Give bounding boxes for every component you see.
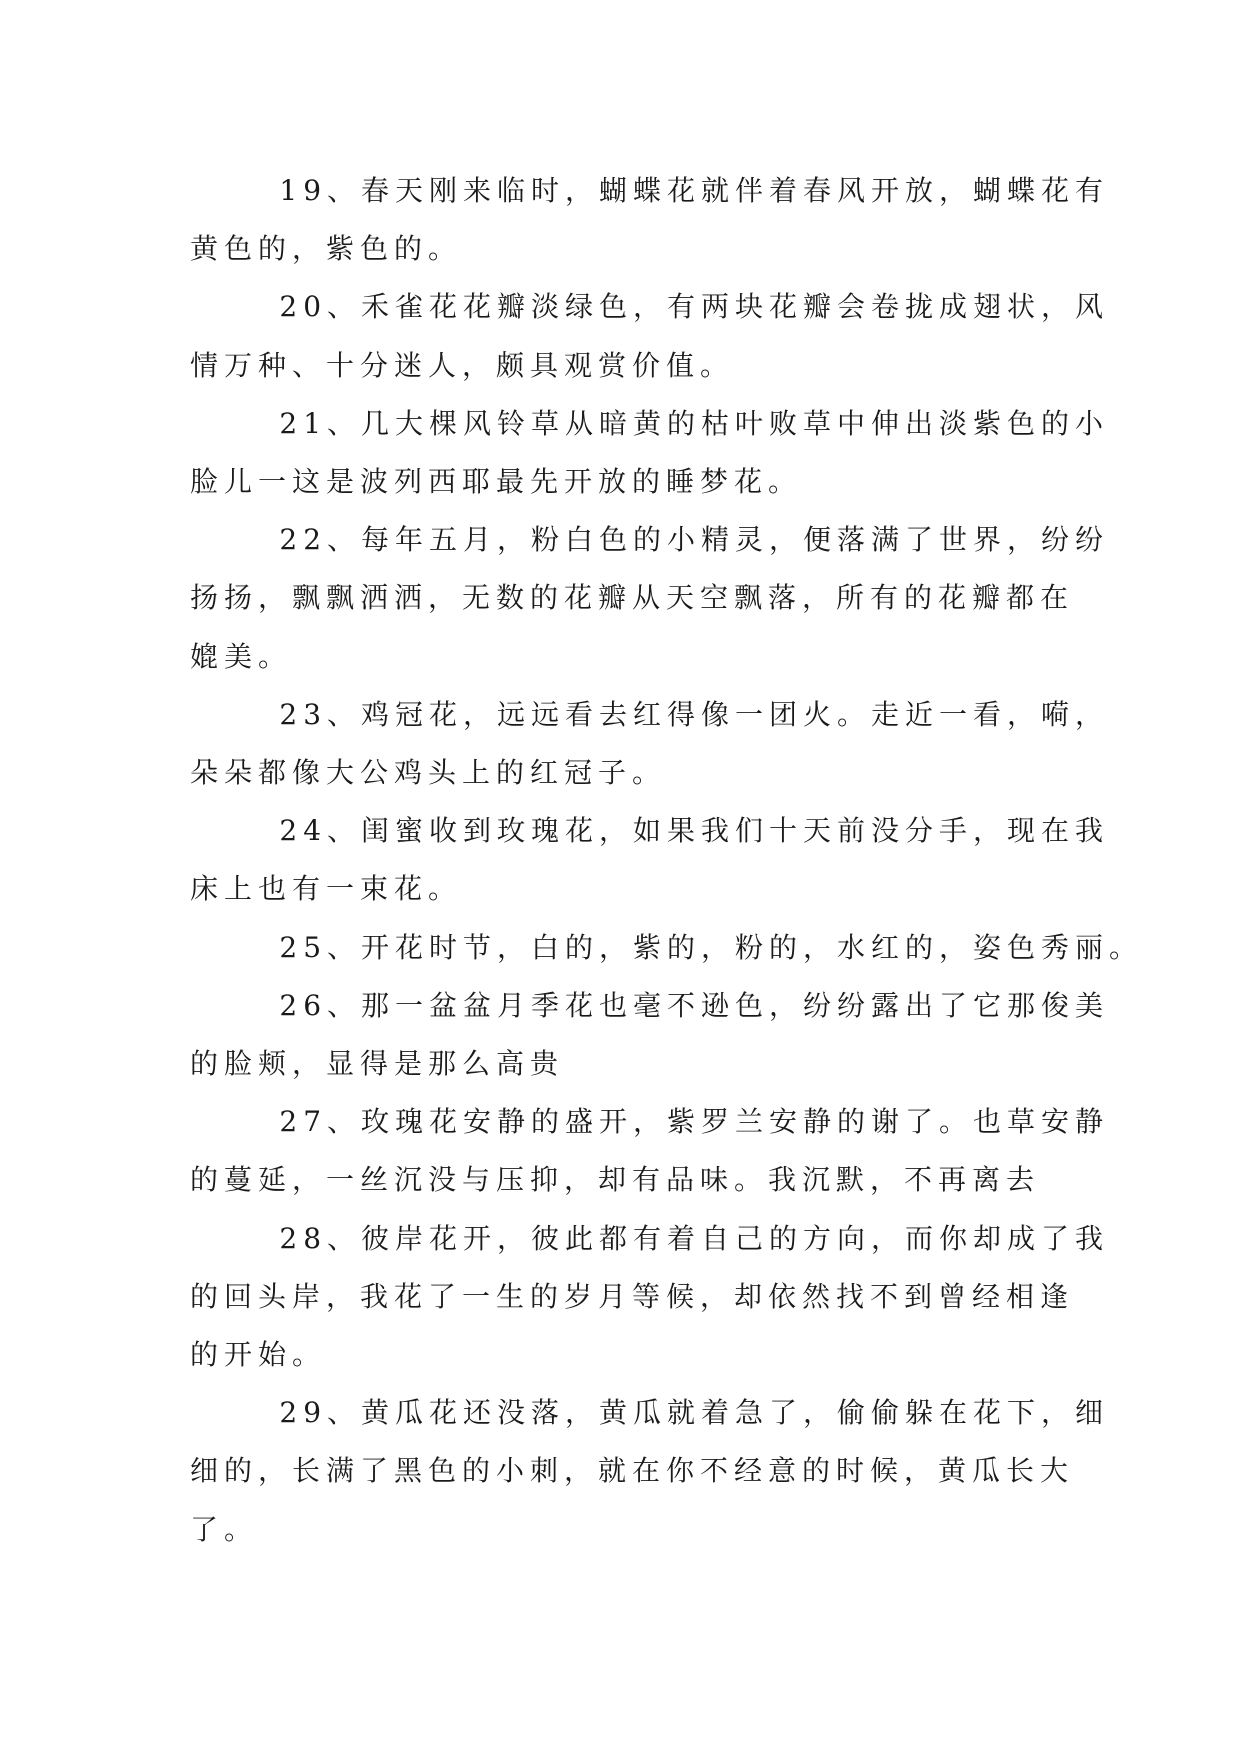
text-line: 媲美。 bbox=[190, 639, 293, 673]
text-line: 的蔓延，一丝沉没与压抑，却有品味。我沉默，不再离去 bbox=[190, 1163, 1041, 1197]
paragraph-25 bbox=[190, 919, 1144, 977]
text-line: 的回头岸，我花了一生的岁月等候，却依然找不到曾经相逢 bbox=[190, 1279, 1075, 1313]
document-body bbox=[190, 162, 1144, 1559]
text-line: 床上也有一束花。 bbox=[190, 872, 463, 906]
text-line: 朵朵都像大公鸡头上的红冠子。 bbox=[190, 756, 667, 790]
paragraph-27 bbox=[190, 1093, 1110, 1209]
text-line: 22、每年五月，粉白色的小精灵，便落满了世界，纷纷 bbox=[190, 523, 1110, 557]
text-line: 27、玫瑰花安静的盛开，紫罗兰安静的谢了。也草安静 bbox=[190, 1105, 1110, 1139]
text-line: 21、几大棵风铃草从暗黄的枯叶败草中伸出淡紫色的小 bbox=[190, 406, 1110, 440]
paragraph-26 bbox=[190, 977, 1110, 1093]
text-line: 黄色的，紫色的。 bbox=[190, 232, 463, 266]
text-line: 28、彼岸花开，彼此都有着自己的方向，而你却成了我 bbox=[190, 1221, 1110, 1255]
paragraph-29 bbox=[190, 1384, 1110, 1559]
paragraph-23 bbox=[190, 686, 1110, 802]
text-line: 的脸颊，显得是那么高贵 bbox=[190, 1047, 565, 1081]
text-line: 情万种、十分迷人，颇具观赏价值。 bbox=[190, 348, 735, 382]
text-line: 20、禾雀花花瓣淡绿色，有两块花瓣会卷拢成翅状，风 bbox=[190, 290, 1110, 324]
paragraph-28 bbox=[190, 1210, 1110, 1385]
text-line: 细的，长满了黑色的小刺，就在你不经意的时候，黄瓜长大 bbox=[190, 1454, 1075, 1488]
text-line: 26、那一盆盆月季花也毫不逊色，纷纷露出了它那俊美 bbox=[190, 988, 1110, 1022]
text-line: 29、黄瓜花还没落，黄瓜就着急了，偷偷躲在花下，细 bbox=[190, 1396, 1110, 1430]
text-line: 25、开花时节，白的，紫的，粉的，水红的，姿色秀丽。 bbox=[190, 930, 1144, 964]
text-line: 扬扬，飘飘洒洒，无数的花瓣从天空飘落，所有的花瓣都在 bbox=[190, 581, 1075, 615]
text-line: 24、闺蜜收到玫瑰花，如果我们十天前没分手，现在我 bbox=[190, 814, 1110, 848]
paragraph-21 bbox=[190, 395, 1110, 511]
paragraph-24 bbox=[190, 802, 1110, 918]
text-line: 脸儿一这是波列西耶最先开放的睡梦花。 bbox=[190, 465, 803, 499]
text-line: 的开始。 bbox=[190, 1338, 327, 1372]
paragraph-20 bbox=[190, 278, 1110, 394]
text-line: 了。 bbox=[190, 1512, 259, 1546]
paragraph-19 bbox=[190, 162, 1110, 278]
paragraph-22 bbox=[190, 511, 1110, 686]
text-line: 19、春天刚来临时，蝴蝶花就伴着春风开放，蝴蝶花有 bbox=[190, 174, 1110, 207]
text-line: 23、鸡冠花，远远看去红得像一团火。走近一看，嗬， bbox=[190, 697, 1110, 731]
